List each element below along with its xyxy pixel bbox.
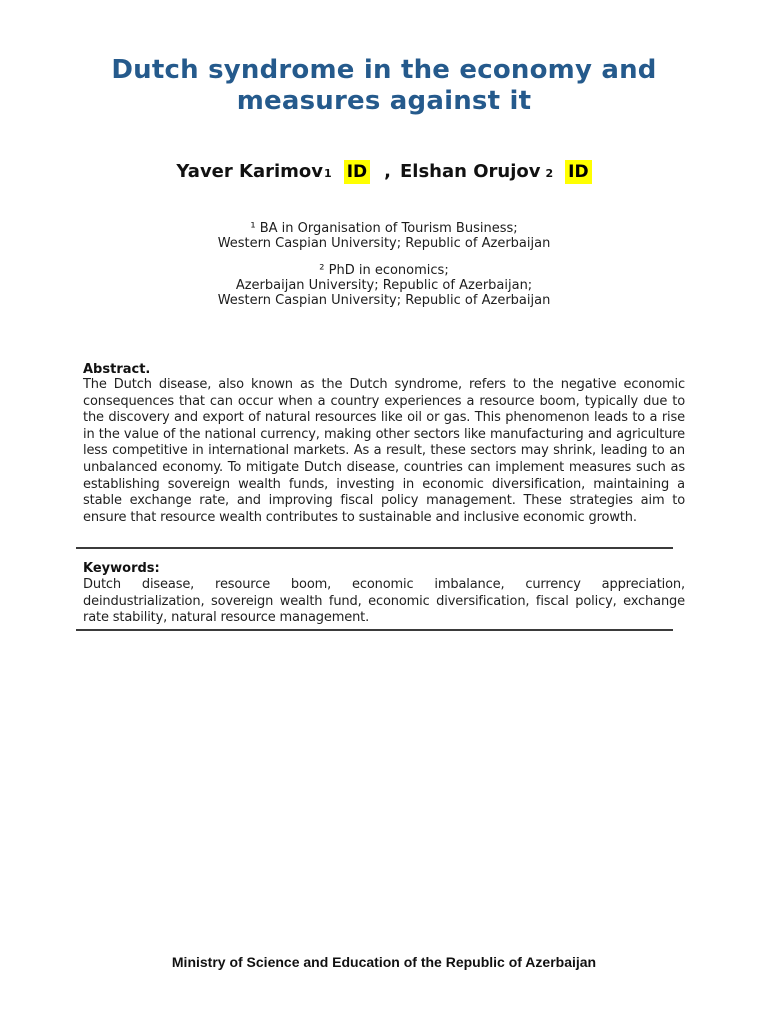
affiliation-block-2 [0, 263, 768, 308]
affiliation-1-line-2: Western Caspian University; Republic of Azerbaijan [217, 236, 551, 251]
author-1-name: Yaver Karimov [176, 161, 324, 182]
abstract-text: The Dutch disease, also known as the Dutch syndrome, refers to the negative economic consequences that can occur when a country experiences a resource boom, typically due to the discovery and export of natural resources like oil or gas. This phenomenon leads to a rise in the value of the national currency, making other sectors like manufacturing and agriculture less competitive in international markets. As a result, these sectors may shrink, leading to an unbalanced economy. To mitigate Dutch disease, countries can implement measures such as establishing sovereign wealth funds, investing in economic diversification, maintaining a stable exchange rate, and improving fiscal policy management. These strategies aim to ensure that resource wealth contributes to sustainable and inclusive economic growth. [83, 377, 685, 525]
keywords-text: Dutch disease, resource boom, economic imbalance, currency appreciation, deindustrialization, sovereign wealth fund, economic diversification, fiscal policy, exchange rate stability, natural resource management. [83, 577, 685, 626]
affiliation-block-1 [0, 221, 768, 251]
abstract-heading: Abstract. [83, 362, 151, 377]
keywords-heading: Keywords: [83, 561, 160, 576]
affiliation-2-line-3: Western Caspian University; Republic of Azerbaijan [217, 293, 551, 308]
footer-text: Ministry of Science and Education of the Republic of Azerbaijan [171, 954, 597, 970]
affiliation-1-line-1: ¹ BA in Organisation of Tourism Business; [250, 221, 518, 236]
author-2-name: Elshan Orujov [399, 161, 541, 182]
affiliation-2-line-1: ² PhD in economics; [319, 263, 449, 278]
affiliation-2-line-2: Azerbaijan University; Republic of Azerbaijan; [235, 278, 533, 293]
author-1-orcid-id-badge[interactable]: ID [344, 160, 370, 184]
author-2-orcid-id-badge[interactable]: ID [565, 160, 591, 184]
section-divider-bottom [76, 629, 673, 631]
authors-line: Yaver Karimov 1 ID , Elshan Orujov 2 ID [0, 160, 768, 184]
authors-separator: , [384, 161, 391, 182]
section-divider-top [76, 547, 673, 549]
page-title-text: Dutch syndrome in the economy and measures against it [111, 55, 657, 116]
page-title [0, 55, 768, 117]
